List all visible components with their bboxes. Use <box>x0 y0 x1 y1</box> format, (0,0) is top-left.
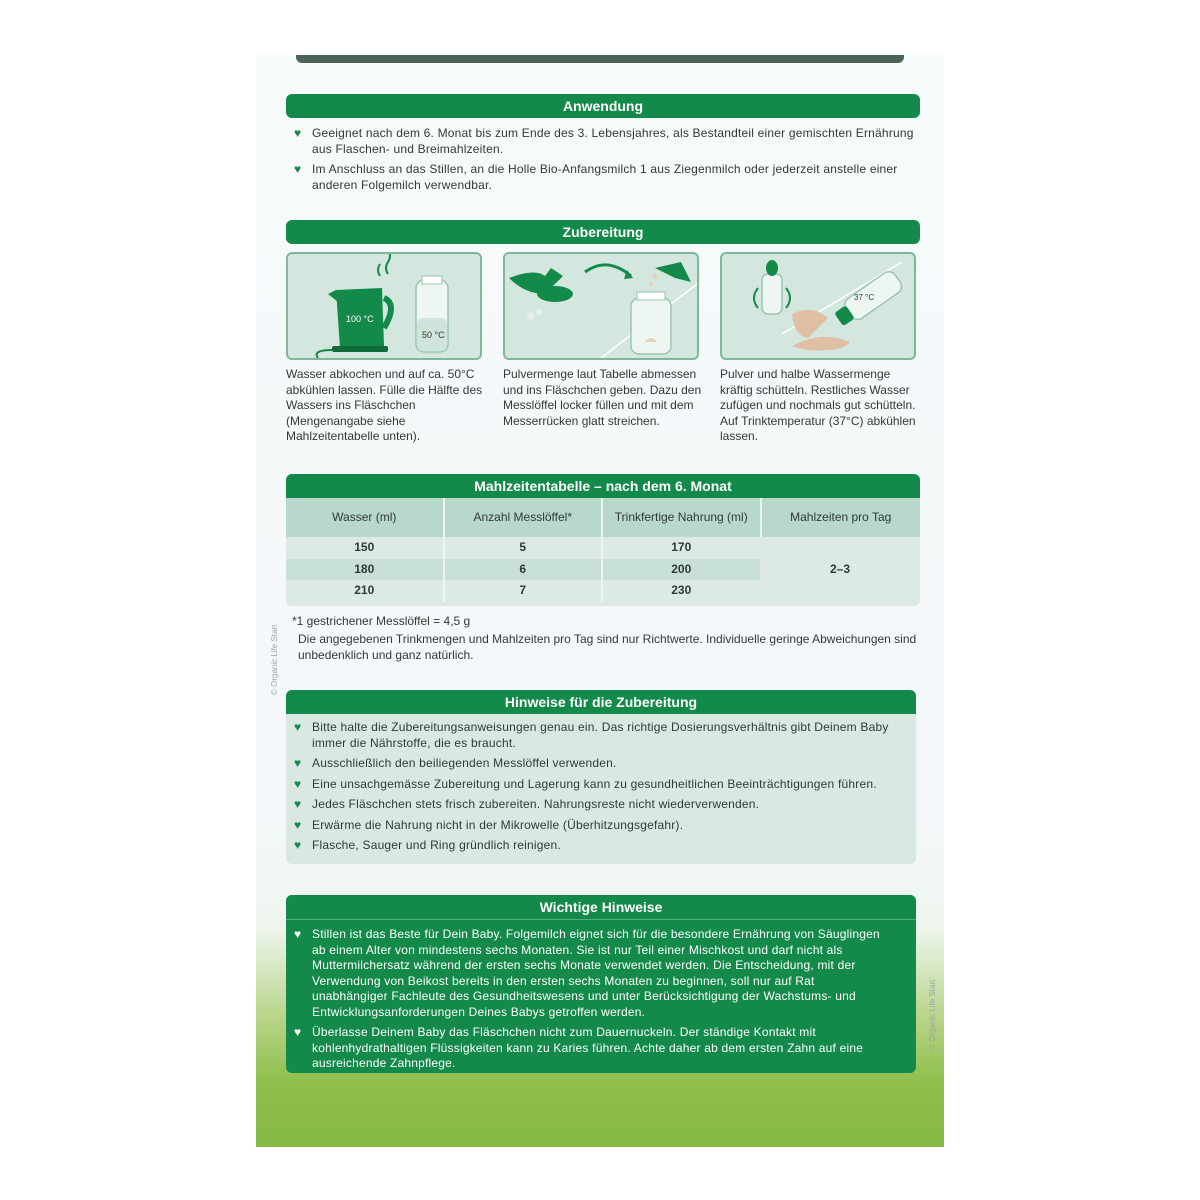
heart-icon: ♥ <box>294 838 302 852</box>
list-item <box>292 756 908 772</box>
step-3-text: Pulver und halbe Wassermenge kräftig schütteln. Restliches Wasser zufügen und nochmals gut schütteln. Auf Trinktemperatur (37°C) abkühlen lassen. <box>720 367 916 443</box>
list-item-text: Erwärme die Nahrung nicht in der Mikrowelle (Überhitzungsgefahr). <box>312 817 684 832</box>
cell-ready-food: 230 <box>603 580 762 602</box>
table-body <box>286 537 920 602</box>
header-spoons: Anzahl Messlöffel* <box>445 498 604 537</box>
step-2-illustration <box>503 252 699 360</box>
list-item-text: Jedes Fläschchen stets frisch zubereiten. Nahrungsreste nicht wiederverwenden. <box>312 797 760 811</box>
measuring-spoon-icon <box>505 254 697 358</box>
cell-meals-per-day: 2–3 <box>760 537 920 602</box>
header-ready-food: Trinkfertige Nahrung (ml) <box>603 498 762 537</box>
copyright-note-right: © Organic Life Start <box>928 979 937 1050</box>
meal-table <box>286 474 920 606</box>
copyright-note-left: © Organic Life Start <box>270 624 279 695</box>
cell-spoons: 7 <box>445 580 604 602</box>
list-item <box>292 838 908 854</box>
cell-ready-food: 200 <box>603 559 762 581</box>
heart-icon: ♥ <box>294 162 302 176</box>
step-1-illustration <box>286 252 482 360</box>
table-note: Die angegebenen Trinkmengen und Mahlzeiten pro Tag sind nur Richtwerte. Individuelle geringe Abweichungen sind unbedenklich und ganz natürlich. <box>298 632 917 662</box>
step-2-text: Pulvermenge laut Tabelle abmessen und ins Fläschchen geben. Dazu den Messlöffel locker füllen und mit dem Messerrücken glatt streichen. <box>503 367 702 428</box>
hinweise-title: Hinweise für die Zubereitung <box>286 690 916 714</box>
heart-icon: ♥ <box>294 817 302 832</box>
list-item <box>292 162 918 193</box>
heart-icon: ♥ <box>294 797 302 811</box>
list-item <box>292 126 918 157</box>
table-title: Mahlzeitentabelle – nach dem 6. Monat <box>286 474 920 498</box>
heart-icon: ♥ <box>294 1025 302 1039</box>
list-item-text: Flasche, Sauger und Ring gründlich reinigen. <box>312 838 561 852</box>
table-footnote: *1 gestrichener Messlöffel = 4,5 g <box>292 614 471 628</box>
product-box-back <box>256 55 944 1147</box>
list-item-text: Geeignet nach dem 6. Monat bis zum Ende des 3. Lebensjahres, als Bestandteil einer gemischten Ernährung aus Flaschen- und Breimahlzeiten. <box>312 126 914 156</box>
heart-icon: ♥ <box>294 126 302 140</box>
cell-spoons: 6 <box>445 559 604 581</box>
temp-label-37: 37 °C <box>854 293 875 302</box>
zubereitung-title: Zubereitung <box>286 220 920 244</box>
cell-water: 180 <box>286 559 445 581</box>
anwendung-list <box>292 126 918 198</box>
table-header <box>286 498 920 537</box>
cell-water: 210 <box>286 580 445 602</box>
heart-icon: ♥ <box>294 927 302 941</box>
list-item-text: Im Anschluss an das Stillen, an die Holle Bio-Anfangsmilch 1 aus Ziegenmilch oder jederzeit anstelle einer anderen Folgemilch verwendbar. <box>312 162 898 192</box>
heart-icon: ♥ <box>294 720 302 734</box>
heart-icon: ♥ <box>294 776 302 791</box>
wichtig-list <box>292 927 890 1077</box>
anwendung-title: Anwendung <box>286 94 920 118</box>
heart-icon: ♥ <box>294 756 302 770</box>
step-1-text: Wasser abkochen und auf ca. 50°C abkühlen lassen. Fülle die Hälfte des Wassers ins Fläschchen (Mengenangabe siehe Mahlzeitentabelle unten). <box>286 367 483 443</box>
list-item <box>292 720 908 751</box>
header-water: Wasser (ml) <box>286 498 445 537</box>
list-item <box>292 818 908 834</box>
temp-label-100: 100 °C <box>346 314 374 324</box>
header-meals: Mahlzeiten pro Tag <box>790 510 892 524</box>
list-item <box>292 777 908 793</box>
list-item-text: Ausschließlich den beiliegenden Messlöffel verwenden. <box>312 756 617 770</box>
list-item-text: Eine unsachgemässe Zubereitung und Lagerung kann zu gesundheitlichen Beeinträchtigungen führen. <box>312 776 877 791</box>
step-3-illustration <box>720 252 916 360</box>
temp-label-50: 50 °C <box>422 330 445 340</box>
hinweise-list <box>292 720 908 859</box>
list-item <box>292 1025 890 1072</box>
shaking-bottle-icon <box>722 254 914 358</box>
hinweise-panel <box>286 690 916 864</box>
cell-ready-food: 170 <box>603 537 762 559</box>
cell-spoons: 5 <box>445 537 604 559</box>
cell-water: 150 <box>286 537 445 559</box>
list-item-text: Bitte halte die Zubereitungsanweisungen genau ein. Das richtige Dosierungsverhältnis gibt Deinem Baby immer die Nährstoffe, die es braucht. <box>312 720 889 750</box>
list-item <box>292 927 890 1020</box>
kettle-and-bottle-icon <box>288 254 480 358</box>
list-item <box>292 797 908 813</box>
list-item-text: Stillen ist das Beste für Dein Baby. Folgemilch eignet sich für die besondere Ernährung von Säuglingen ab einem Alter von mindestens sechs Monaten. Sie ist nur Teil einer Mischkost und darf nicht als Muttermilchersatz während der ersten sechs Monate verwendet werden. Die Entscheidung, mit der Verwendung von Beikost bereits in den ersten sechs Monaten zu beginnen, soll nur auf Rat unabhängiger Fachleute des Gesundheitswesens und unter Berücksichtigung der Wachstums- und Entwicklungsanforderungen Deines Babys getroffen werden. <box>312 927 880 1019</box>
box-top-edge <box>296 55 904 63</box>
list-item-text: Überlasse Deinem Baby das Fläschchen nicht zum Dauernuckeln. Der ständige Kontakt mit kohlenhydrathaltigen Flüssigkeiten kann zu Karies führen. Achte daher ab dem ersten Zahn auf eine ausreichende Zahnpflege. <box>312 1025 864 1070</box>
wichtig-panel <box>286 895 916 1073</box>
wichtig-title: Wichtige Hinweise <box>286 895 916 920</box>
